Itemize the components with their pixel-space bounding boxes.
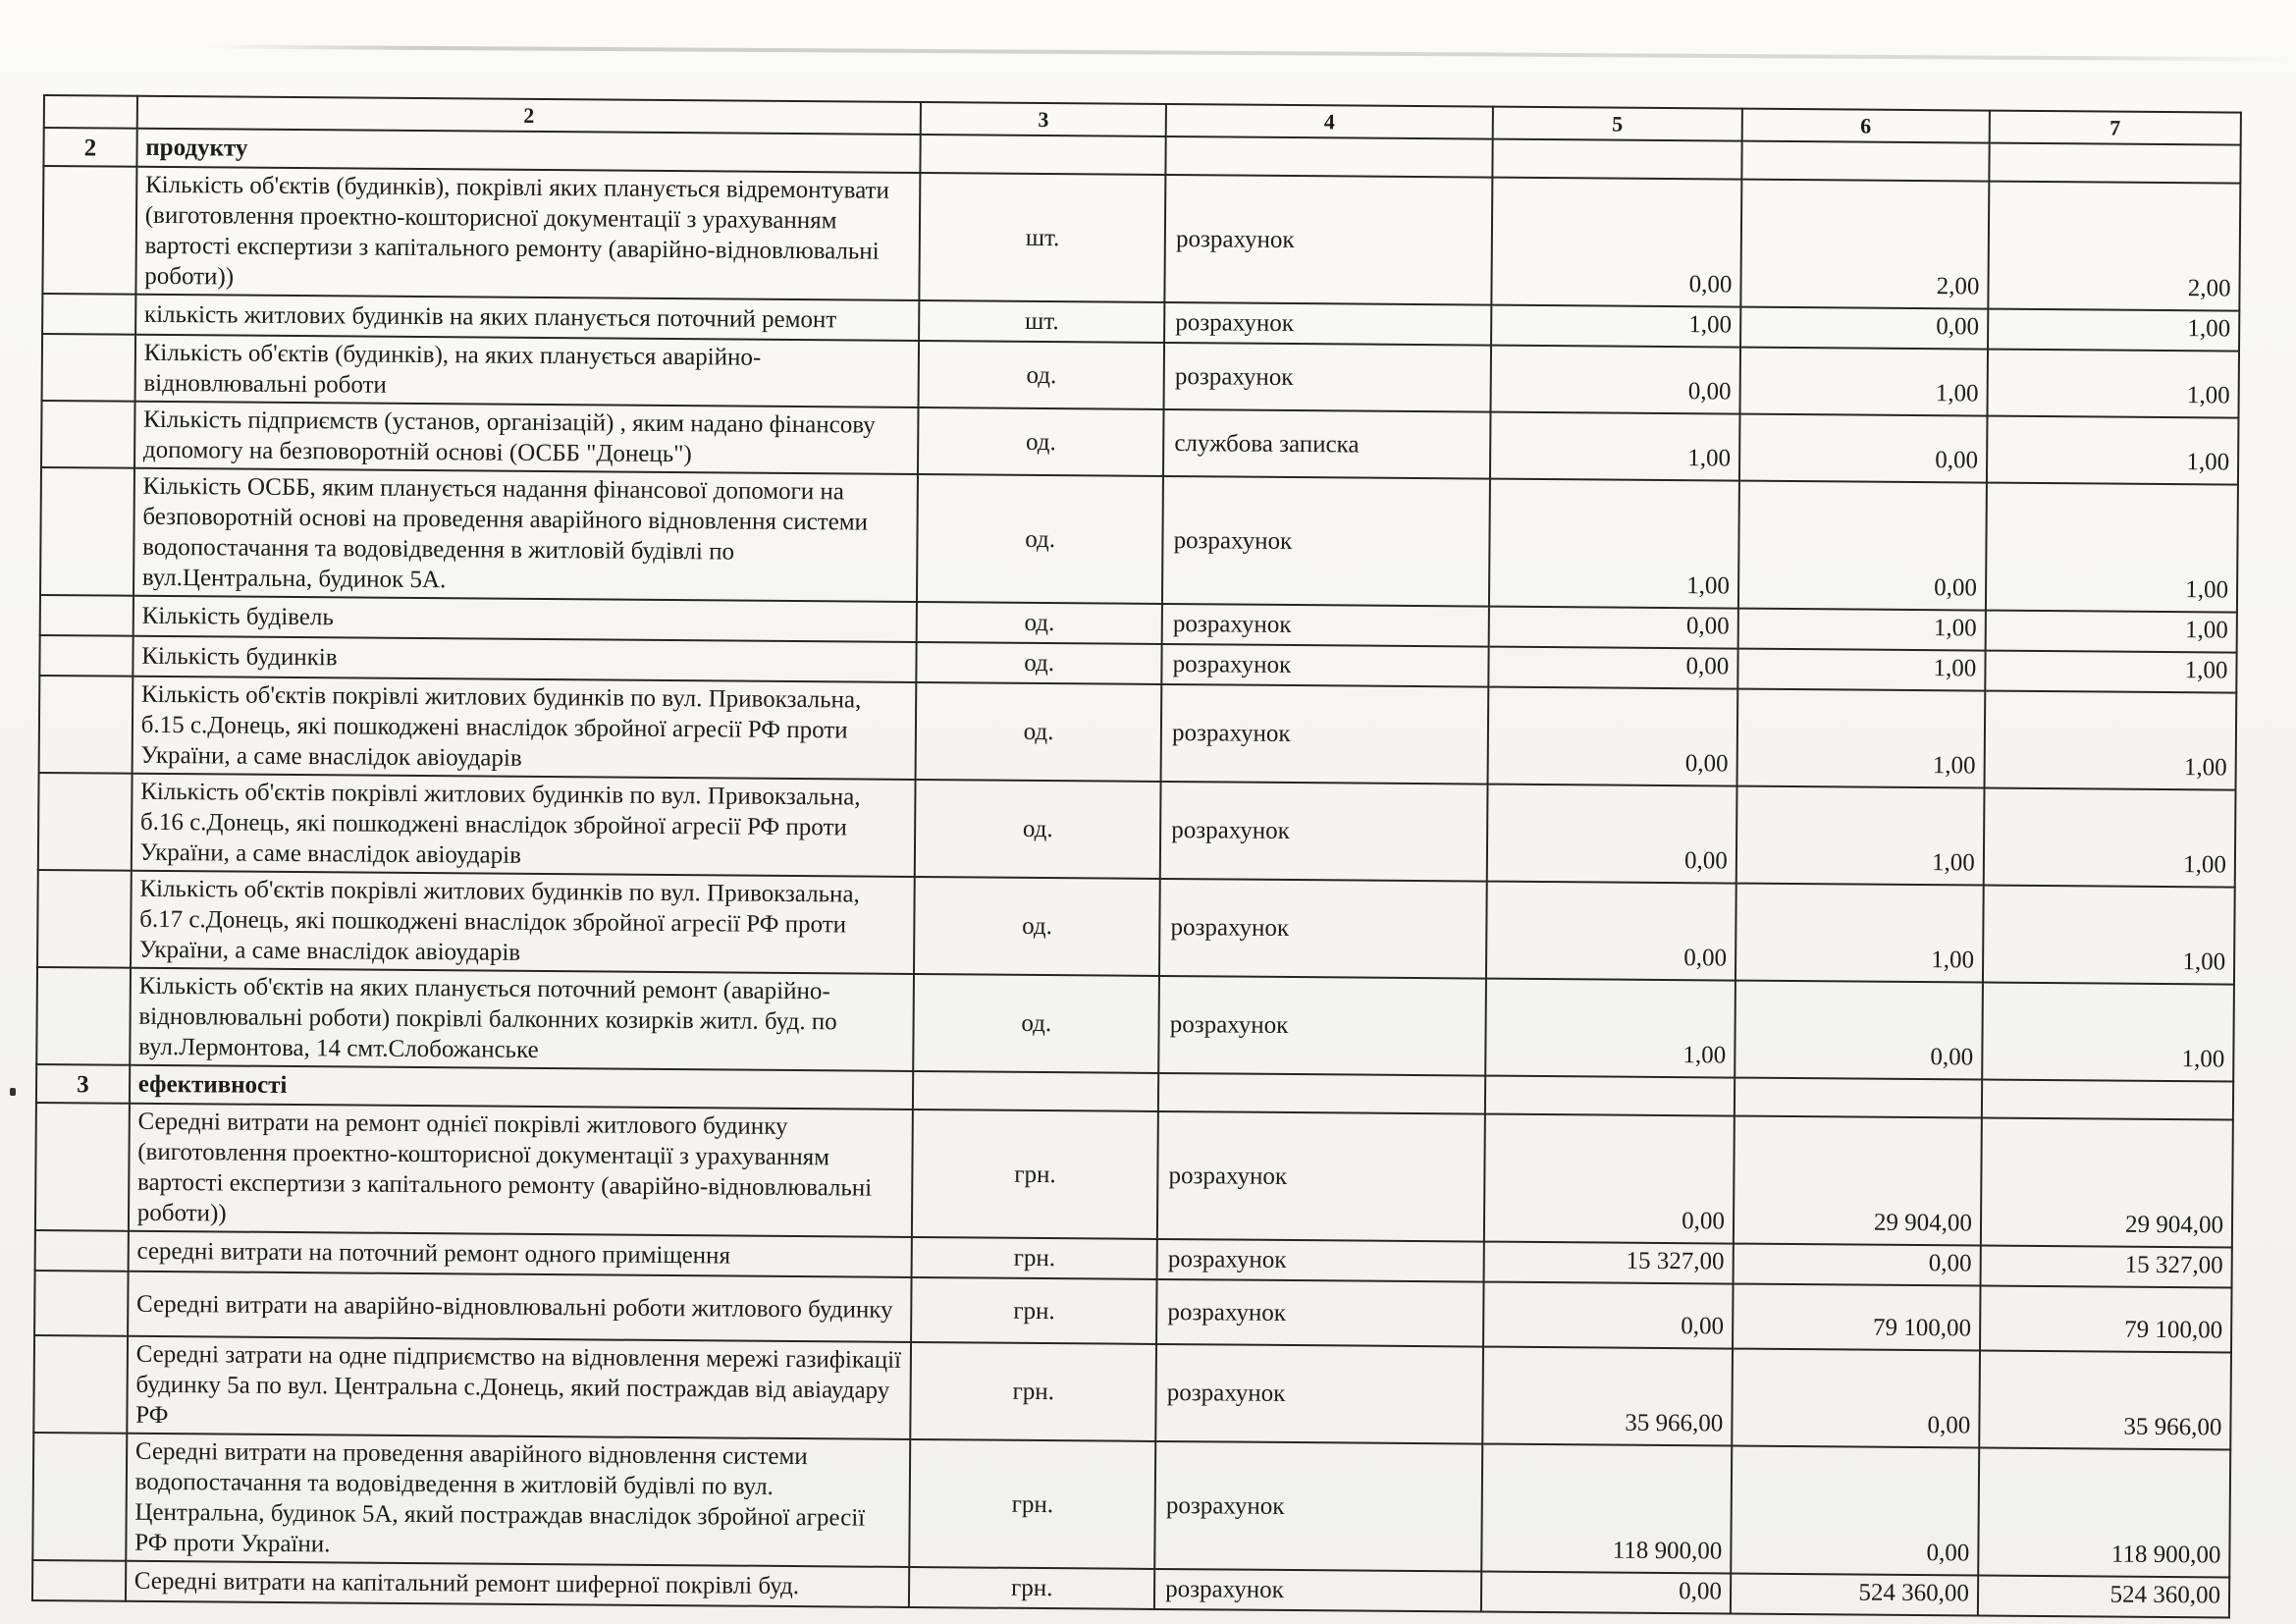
- source-cell: розрахунок: [1164, 302, 1491, 346]
- table-body: [32, 128, 2241, 1618]
- source-cell: розрахунок: [1156, 1279, 1483, 1347]
- value-col7: 2,00: [1988, 182, 2240, 311]
- value-col5: 0,00: [1487, 785, 1737, 884]
- source-cell: розрахунок: [1160, 782, 1487, 882]
- value-col6: 524 360,00: [1731, 1574, 1978, 1616]
- value-col7: 15 327,00: [1980, 1246, 2231, 1288]
- unit-cell: грн.: [909, 1439, 1155, 1569]
- indicator-name: Середні витрати на ремонт однієї покрівлі житлового будинку (виготовлення проектно-кошторисної документації з урахуванням вартості експертизи з капітального ремонту (аварійно-відновлювальні роботи)): [129, 1104, 913, 1237]
- unit-cell: грн.: [912, 1237, 1157, 1279]
- row-number-cell: [42, 166, 136, 295]
- value-col6: 1,00: [1735, 884, 1984, 983]
- value-col7: 118 900,00: [1978, 1448, 2230, 1578]
- source-cell: розрахунок: [1158, 976, 1485, 1076]
- unit-cell: од.: [916, 682, 1162, 782]
- unit-cell: од.: [918, 407, 1164, 476]
- value-col7: 1,00: [1984, 691, 2236, 790]
- value-col6: 2,00: [1740, 180, 1989, 309]
- indicator-name: Кількість будівель: [133, 596, 917, 642]
- value-col5: 35 966,00: [1482, 1347, 1733, 1446]
- source-cell: розрахунок: [1157, 1111, 1485, 1242]
- header-cell: 5: [1493, 107, 1742, 141]
- value-col6: 79 100,00: [1733, 1284, 1981, 1351]
- row-number-cell: [34, 1271, 128, 1336]
- value-col6: 29 904,00: [1734, 1116, 1982, 1246]
- table-row: [37, 870, 2235, 985]
- header-cell: 4: [1166, 104, 1493, 139]
- unit-cell: шт.: [920, 173, 1166, 302]
- row-number-cell: [39, 676, 133, 774]
- indicator-name: Кількість об'єктів покрівлі житлових будинків по вул. Привокзальна, б.15 с.Донець, які пошкоджені внаслідок збройної агресії РФ проти України, а саме внаслідок авіоударів: [132, 677, 916, 780]
- value-col5: 15 327,00: [1483, 1242, 1733, 1284]
- value-col7: 35 966,00: [1979, 1351, 2231, 1450]
- value-col5: 1,00: [1491, 305, 1740, 348]
- source-cell: розрахунок: [1161, 684, 1488, 785]
- source-cell: службова записка: [1163, 409, 1490, 479]
- value-col5: 0,00: [1481, 1572, 1731, 1614]
- source-cell: розрахунок: [1154, 1441, 1482, 1572]
- indicator-name: Кількість об'єктів (будинків), на яких планується аварійно-відновлювальні роботи: [134, 335, 919, 407]
- value-col6: 0,00: [1740, 307, 1988, 350]
- value-col6: 0,00: [1732, 1349, 1980, 1448]
- header-cell: 2: [136, 96, 921, 135]
- unit-cell: од.: [916, 642, 1161, 684]
- indicator-name: Кількість будинків: [133, 636, 917, 682]
- indicator-name: Кількість об'єктів покрівлі житлових будинків по вул. Привокзальна, б.16 с.Донець, які пошкоджені внаслідок збройної агресії РФ проти України, а саме внаслідок авіоударів: [132, 774, 916, 877]
- value-col7: 524 360,00: [1978, 1576, 2229, 1618]
- value-col5: 0,00: [1484, 1114, 1735, 1244]
- source-cell: розрахунок: [1161, 644, 1488, 687]
- source-cell: розрахунок: [1157, 1239, 1484, 1282]
- source-cell: розрахунок: [1164, 343, 1491, 412]
- table-row: [42, 166, 2240, 311]
- indicator-name: Кількість об'єктів на яких планується поточний ремонт (аварійно-відновлювальні роботи) покрівлі балконних козирків житл. буд. по вул.Лермонтова, 14 смт.Слобожанське: [130, 968, 914, 1071]
- section-title: продукту: [136, 129, 921, 173]
- source-cell: розрахунок: [1165, 175, 1493, 305]
- value-col7: 1,00: [1985, 651, 2236, 693]
- value-col5: 0,00: [1488, 647, 1737, 689]
- unit-cell: од.: [913, 974, 1159, 1073]
- value-col5: 0,00: [1490, 346, 1740, 414]
- unit-cell: грн.: [911, 1277, 1157, 1344]
- header-cell-blank: [44, 95, 137, 129]
- row-number-cell: [41, 401, 134, 468]
- indicator-name: Кількість об'єктів (будинків), покрівлі яких планується відремонтувати (виготовлення проектно-кошторисної документації з урахуванням вартості експертизи з капітального ремонту (аварійно-відновлювальні роботи)): [135, 167, 920, 300]
- row-number-cell: [36, 967, 131, 1065]
- empty-cell: [1989, 143, 2240, 184]
- table-row: [40, 467, 2238, 613]
- row-number-cell: [35, 1103, 130, 1231]
- indicators-table: [31, 94, 2242, 1619]
- value-col5: 0,00: [1491, 178, 1741, 307]
- value-col6: 0,00: [1739, 414, 1988, 483]
- unit-cell: од.: [917, 474, 1163, 604]
- indicator-name: Середні витрати на проведення аварійного відновлення системи водопостачання та водовідведення в житловій будівлі по вул. Центральна, будинок 5А, який постраждав внаслідок збройної агресії РФ проти України.: [126, 1434, 910, 1567]
- row-number-cell: [32, 1433, 127, 1561]
- page-fold-edge: [206, 45, 2287, 62]
- row-number-cell: [32, 1560, 126, 1601]
- header-cell: 7: [1990, 111, 2241, 145]
- unit-cell: од.: [914, 877, 1160, 976]
- unit-cell: грн.: [910, 1342, 1156, 1441]
- empty-cell: [913, 1071, 1158, 1111]
- value-col6: 1,00: [1739, 348, 1988, 416]
- row-number-cell: [42, 294, 135, 335]
- section-number: 3: [36, 1064, 130, 1104]
- row-number-cell: [37, 870, 132, 968]
- indicators-table-wrapper: [31, 94, 2242, 1624]
- value-col5: 1,00: [1490, 412, 1740, 481]
- empty-cell: [1166, 136, 1493, 178]
- empty-cell: [1735, 1078, 1982, 1118]
- value-col7: 1,00: [1984, 788, 2236, 888]
- value-col5: 0,00: [1486, 882, 1736, 981]
- empty-cell: [1982, 1080, 2233, 1120]
- indicator-name: середні витрати на поточний ремонт одного приміщення: [128, 1231, 912, 1277]
- section-title: ефективності: [130, 1065, 914, 1110]
- row-number-cell: [38, 773, 133, 871]
- value-col7: 1,00: [1988, 309, 2239, 352]
- value-col5: 1,00: [1489, 479, 1739, 609]
- table-row: [35, 1103, 2233, 1248]
- value-col6: 0,00: [1738, 481, 1987, 611]
- value-col7: 1,00: [1983, 886, 2235, 985]
- row-number-cell: [33, 1335, 128, 1434]
- value-col7: 79 100,00: [1980, 1286, 2232, 1353]
- row-number-cell: [35, 1230, 129, 1272]
- value-col5: 0,00: [1488, 607, 1737, 649]
- value-col5: 118 900,00: [1481, 1444, 1732, 1574]
- value-col6: 0,00: [1731, 1446, 1979, 1576]
- header-cell: 6: [1742, 109, 1990, 143]
- value-col7: 1,00: [1982, 983, 2234, 1082]
- source-cell: розрахунок: [1154, 1569, 1481, 1612]
- source-cell: розрахунок: [1162, 476, 1490, 607]
- indicator-name: кількість житлових будинків на яких планується поточний ремонт: [135, 295, 920, 341]
- row-number-cell: [42, 334, 135, 402]
- row-number-cell: [40, 595, 133, 636]
- unit-cell: од.: [919, 341, 1165, 409]
- empty-cell: [921, 135, 1166, 175]
- header-cell: 3: [921, 102, 1166, 136]
- unit-cell: грн.: [912, 1110, 1158, 1239]
- table-row: [39, 676, 2237, 790]
- scan-mark: [10, 1088, 16, 1096]
- value-col6: 1,00: [1736, 689, 1985, 788]
- value-col5: 0,00: [1483, 1282, 1734, 1349]
- value-col6: 1,00: [1737, 609, 1985, 651]
- value-col6: 1,00: [1737, 649, 1985, 691]
- indicator-name: Середні затрати на одне підприємство на відновлення мережі газифікації будинку 5а по вул. Центральна с.Донець, який постраждав від авіаудару РФ: [127, 1336, 911, 1439]
- value-col5: 1,00: [1485, 979, 1735, 1078]
- empty-cell: [1485, 1076, 1735, 1116]
- indicator-name: Кількість ОСББ, яким планується надання фінансової допомоги на безповоротній основі на проведення аварійного відновлення системи водопостачання та водовідведення в житловій будівлі по вул.Центральна, будинок 5А.: [133, 468, 918, 602]
- value-col7: 1,00: [1987, 350, 2239, 418]
- value-col6: 1,00: [1736, 786, 1985, 886]
- empty-cell: [1741, 141, 1989, 182]
- table-row: [38, 773, 2236, 888]
- row-number-cell: [39, 635, 133, 677]
- table-row: [33, 1335, 2231, 1450]
- value-col7: 29 904,00: [1981, 1118, 2233, 1248]
- unit-cell: од.: [915, 780, 1161, 879]
- row-number-cell: [40, 467, 134, 596]
- value-col6: 0,00: [1735, 981, 1983, 1080]
- table-row: [32, 1433, 2230, 1578]
- source-cell: розрахунок: [1159, 879, 1486, 979]
- unit-cell: шт.: [919, 300, 1164, 343]
- value-col7: 1,00: [1987, 416, 2239, 485]
- unit-cell: грн.: [909, 1567, 1154, 1609]
- value-col7: 1,00: [1985, 611, 2236, 653]
- value-col5: 0,00: [1487, 687, 1737, 786]
- unit-cell: од.: [917, 602, 1162, 644]
- table-row: [36, 967, 2234, 1082]
- empty-cell: [1158, 1073, 1485, 1114]
- indicator-name: Кількість підприємств (установ, організацій) , яким надано фінансову допомогу на безповоротній основі (ОСББ "Донець"): [134, 402, 919, 474]
- source-cell: розрахунок: [1155, 1344, 1482, 1444]
- section-number: 2: [43, 128, 136, 167]
- source-cell: розрахунок: [1162, 604, 1489, 647]
- indicator-name: Середні витрати на аварійно-відновлювальні роботи житлового будинку: [128, 1272, 912, 1342]
- value-col6: 0,00: [1733, 1244, 1980, 1286]
- value-col7: 1,00: [1986, 483, 2238, 613]
- indicator-name: Кількість об'єктів покрівлі житлових будинків по вул. Привокзальна, б.17 с.Донець, які пошкоджені внаслідок збройної агресії РФ проти України, а саме внаслідок авіоударів: [131, 871, 915, 974]
- indicator-name: Середні витрати на капітальний ремонт шиферної покрівлі буд.: [126, 1561, 910, 1607]
- empty-cell: [1492, 139, 1741, 180]
